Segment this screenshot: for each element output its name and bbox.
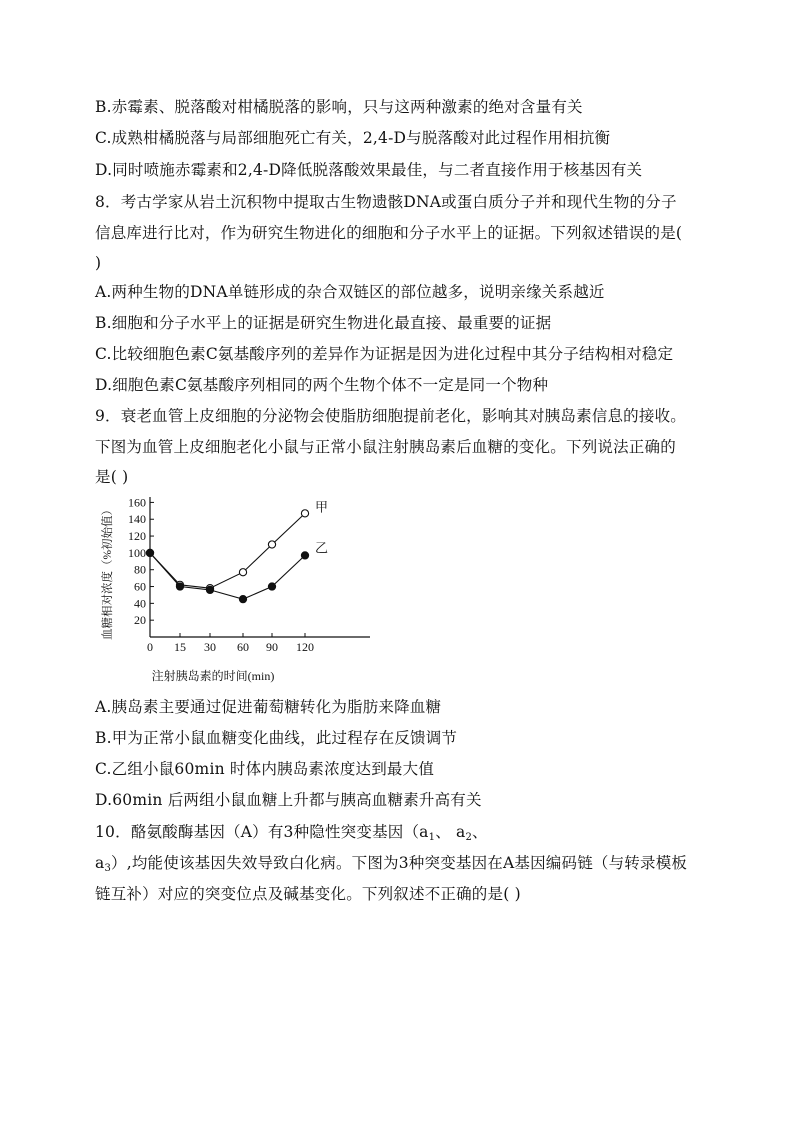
y-tick-label: 20 [134,613,146,628]
question-8-stem-line3: ) [95,254,102,272]
option-d-q8: D.细胞色素C氨基酸序列相同的两个生物个体不一定是同一个物种 [95,376,549,394]
x-tick-label: 120 [296,640,314,654]
y-axis-label: 血糖相对浓度（%初始值） [102,503,114,641]
question-9-stem-line1: 9．衰老血管上皮细胞的分泌物会使脂肪细胞提前老化，影响其对胰岛素信息的接收。 [95,407,686,425]
data-point-乙 [206,586,213,593]
question-8-stem-line1: 8．考古学家从岩土沉积物中提取古生物遗骸DNA或蛋白质分子并和现代生物的分子 [95,193,677,211]
x-tick-label: 30 [204,640,216,654]
q10-text-d: ）,均能使该基因失效导致白化病。下图为3种突变基因在A基因编码链（与转录模板 [111,854,688,872]
q10-a2-sub: 2 [465,832,473,843]
x-axis-label: 注射胰岛素的时间(min) [151,669,275,683]
q10-text-b: 、 a [435,823,466,841]
q10-text-c: 、 [472,823,488,841]
y-tick-label: 100 [128,545,146,560]
y-tick-label: 160 [128,495,146,510]
data-point-乙 [301,552,308,559]
option-a-q9: A.胰岛素主要通过促进葡萄糖转化为脂肪来降血糖 [95,698,442,716]
data-point-甲 [268,541,275,548]
y-tick-label: 120 [128,529,146,544]
option-c-q7: C.成熟柑橘脱落与局部细胞死亡有关，2,4-D与脱落酸对此过程作用相抗衡 [95,129,611,147]
series-label-乙: 乙 [315,540,329,556]
question-10-stem-line3: 链互补）对应的突变位点及碱基变化。下列叙述不正确的是( ) [95,885,521,903]
q10-a3-pre: a [95,854,105,872]
x-tick-label: 90 [266,640,278,654]
data-point-乙 [239,596,246,603]
option-d-q7: D.同时喷施赤霉素和2,4-D降低脱落酸效果最佳，与二者直接作用于核基因有关 [95,161,643,179]
option-b-q7: B.赤霉素、脱落酸对柑橘脱落的影响，只与这两种激素的绝对含量有关 [95,98,583,116]
data-point-甲 [239,569,246,576]
y-tick-label: 80 [134,562,146,577]
x-tick-label: 15 [174,640,186,654]
option-c-q9: C.乙组小鼠60min 时体内胰岛素浓度达到最大值 [95,760,435,778]
q10-a1-sub: 1 [428,832,436,843]
question-10-stem-line2 [95,853,687,879]
q10-text-a: 10．酪氨酸酶基因（A）有3种隐性突变基因（a [95,823,429,841]
question-8-stem-line2: 信息库进行比对，作为研究生物进化的细胞和分子水平上的证据。下列叙述错误的是( [95,224,683,242]
q10-a3-sub: 3 [104,863,112,874]
question-9-stem-line3: 是( ) [95,468,129,486]
x-tick-label: 60 [237,640,249,654]
series-label-甲: 甲 [315,499,329,515]
question-9-stem-line2: 下图为血管上皮细胞老化小鼠与正常小鼠注射胰岛素后血糖的变化。下列说法正确的 [95,438,676,456]
option-c-q8: C.比较细胞色素C氨基酸序列的差异作为证据是因为进化过程中其分子结构相对稳定 [95,345,674,363]
y-tick-label: 60 [134,579,146,594]
option-a-q8: A.两种生物的DNA单链形成的杂合双链区的部位越多，说明亲缘关系越近 [95,283,605,301]
option-b-q8: B.细胞和分子水平上的证据是研究生物进化最直接、最重要的证据 [95,314,552,332]
x-tick-label: 0 [147,640,153,654]
question-10-stem-line1 [95,822,488,848]
option-d-q9: D.60min 后两组小鼠血糖上升都与胰高血糖素升高有关 [95,791,482,809]
data-point-乙 [146,549,153,556]
y-tick-label: 40 [134,596,146,611]
series-line-乙 [150,553,305,599]
data-point-甲 [301,510,308,517]
blood-glucose-chart [95,492,385,692]
data-point-乙 [176,583,183,590]
y-tick-label: 140 [128,512,146,527]
data-point-乙 [268,583,275,590]
option-b-q9: B.甲为正常小鼠血糖变化曲线，此过程存在反馈调节 [95,729,458,747]
